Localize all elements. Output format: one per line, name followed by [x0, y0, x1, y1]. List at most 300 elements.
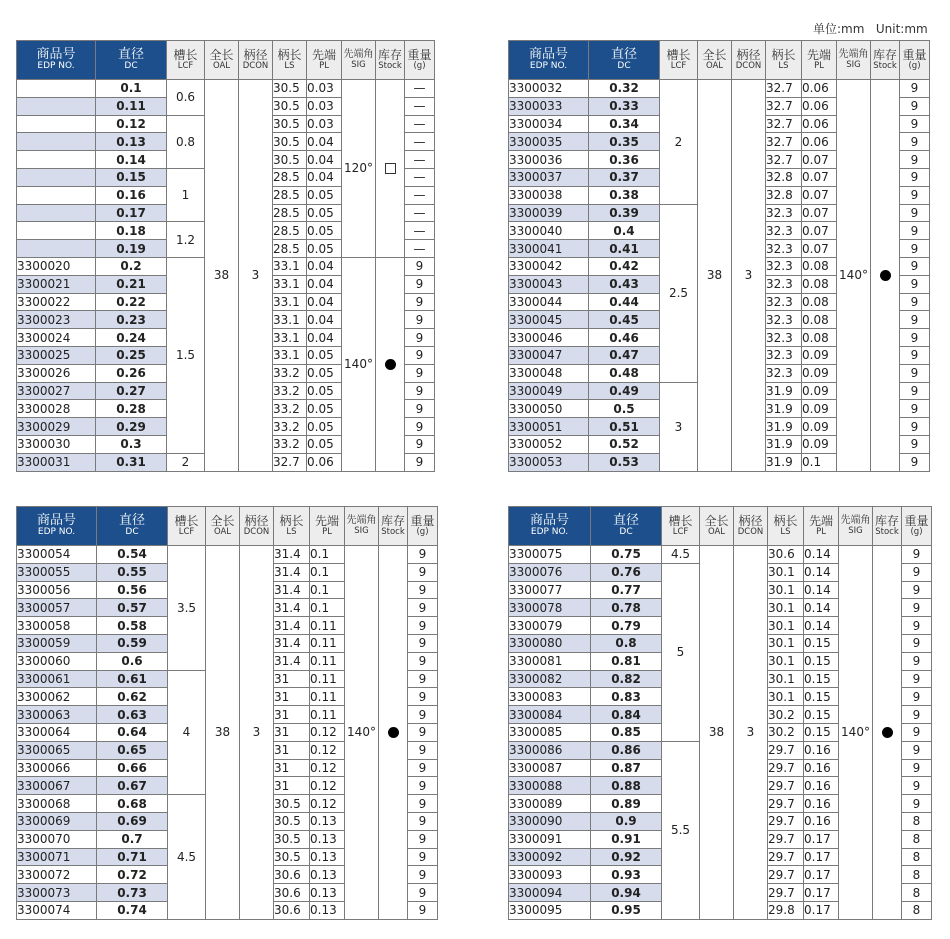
header-stock-label: 库存 [872, 48, 897, 63]
header-oal-code: OAL [212, 60, 231, 71]
header-weight-label: 重量 [902, 48, 927, 63]
pl-cell: 0.07 [802, 186, 837, 204]
header-dc [97, 507, 168, 546]
edp-cell: 3300033 [509, 97, 589, 115]
edp-cell: 3300066 [17, 759, 97, 777]
filled-circle-icon [388, 727, 399, 738]
ls-cell: 30.5 [273, 80, 307, 98]
lcf-cell: 2.5 [660, 204, 698, 382]
table-row [17, 546, 438, 564]
lcf-cell: 0.8 [167, 115, 205, 168]
sig-cell: 120° [342, 80, 376, 258]
weight-cell: 9 [902, 759, 932, 777]
header-pl [307, 41, 342, 80]
diameter-cell: 0.45 [589, 311, 660, 329]
diameter-cell: 0.61 [97, 670, 168, 688]
diameter-cell: 0.5 [589, 400, 660, 418]
spec-table [508, 506, 932, 920]
pl-cell: 0.16 [804, 812, 839, 830]
edp-cell [17, 151, 96, 169]
lcf-cell: 2 [660, 80, 698, 205]
header-sig [837, 41, 871, 80]
header-sig-code: SIG [846, 59, 861, 70]
oal-cell: 38 [698, 80, 732, 472]
edp-cell: 3300045 [509, 311, 589, 329]
diameter-cell: 0.69 [97, 812, 168, 830]
pl-cell: 0.11 [310, 706, 345, 724]
ls-cell: 32.7 [273, 453, 307, 471]
header-row [17, 507, 438, 546]
header-pl-label: 先端 [808, 514, 833, 529]
header-ls-label: 柄长 [277, 48, 302, 63]
weight-cell: 9 [900, 418, 930, 436]
weight-cell: 9 [408, 866, 438, 884]
header-weight-code: (g) [908, 60, 921, 71]
header-ls [768, 507, 804, 546]
diameter-cell: 0.82 [591, 670, 662, 688]
weight-cell: 8 [902, 884, 932, 902]
lcf-cell: 4 [168, 670, 206, 795]
ls-cell: 33.2 [273, 382, 307, 400]
lcf-cell: 3.5 [168, 546, 206, 671]
lcf-cell: 4.5 [168, 795, 206, 920]
edp-cell: 3300058 [17, 617, 97, 635]
edp-cell: 3300069 [17, 812, 97, 830]
sig-cell: 140° [342, 257, 376, 471]
weight-cell: 8 [902, 830, 932, 848]
pl-cell: 0.09 [802, 435, 837, 453]
edp-cell: 3300088 [509, 777, 591, 795]
spec-table [508, 40, 930, 472]
edp-cell: 3300087 [509, 759, 591, 777]
pl-cell: 0.06 [802, 133, 837, 151]
pl-cell: 0.06 [802, 97, 837, 115]
pl-cell: 0.03 [307, 115, 342, 133]
header-dcon-label: 柄径 [243, 48, 268, 63]
diameter-cell: 0.26 [96, 364, 167, 382]
ls-cell: 32.3 [766, 329, 802, 347]
pl-cell: 0.13 [310, 812, 345, 830]
edp-cell: 3300032 [509, 80, 589, 98]
diameter-cell: 0.1 [96, 80, 167, 98]
pl-cell: 0.05 [307, 400, 342, 418]
ls-cell: 30.1 [768, 670, 804, 688]
header-dcon [240, 507, 274, 546]
empty-square-icon [385, 163, 396, 174]
ls-cell: 33.1 [273, 257, 307, 275]
header-lcf-code: LCF [177, 60, 194, 71]
weight-cell: 9 [900, 364, 930, 382]
header-dc-code: DC [125, 527, 139, 538]
pl-cell: 0.09 [802, 364, 837, 382]
edp-cell: 3300068 [17, 795, 97, 813]
ls-cell: 28.5 [273, 222, 307, 240]
header-dcon-code: DCON [737, 526, 764, 537]
edp-cell: 3300060 [17, 652, 97, 670]
header-lcf-code: LCF [672, 526, 689, 537]
edp-cell: 3300030 [17, 435, 96, 453]
weight-cell: — [405, 151, 435, 169]
ls-cell: 30.5 [274, 812, 310, 830]
diameter-cell: 0.42 [589, 257, 660, 275]
edp-cell: 3300077 [509, 581, 591, 599]
diameter-cell: 0.37 [589, 168, 660, 186]
edp-cell: 3300043 [509, 275, 589, 293]
header-stock [873, 507, 902, 546]
pl-cell: 0.11 [310, 634, 345, 652]
pl-cell: 0.11 [310, 688, 345, 706]
edp-cell: 3300095 [509, 901, 591, 919]
weight-cell: 9 [408, 670, 438, 688]
pl-cell: 0.14 [804, 546, 839, 564]
weight-cell: 9 [902, 795, 932, 813]
ls-cell: 32.3 [766, 364, 802, 382]
ls-cell: 31.4 [274, 617, 310, 635]
header-dc-label: 直径 [612, 513, 639, 529]
ls-cell: 29.7 [768, 741, 804, 759]
ls-cell: 30.1 [768, 599, 804, 617]
dcon-cell: 3 [734, 546, 768, 920]
pl-cell: 0.04 [307, 257, 342, 275]
diameter-cell: 0.66 [97, 759, 168, 777]
diameter-cell: 0.59 [97, 634, 168, 652]
ls-cell: 32.3 [766, 222, 802, 240]
pl-cell: 0.04 [307, 275, 342, 293]
edp-cell: 3300036 [509, 151, 589, 169]
ls-cell: 32.7 [766, 133, 802, 151]
ls-cell: 32.8 [766, 186, 802, 204]
diameter-cell: 0.28 [96, 400, 167, 418]
oal-cell: 38 [700, 546, 734, 920]
diameter-cell: 0.48 [589, 364, 660, 382]
edp-cell: 3300086 [509, 741, 591, 759]
pl-cell: 0.17 [804, 830, 839, 848]
ls-cell: 32.3 [766, 346, 802, 364]
pl-cell: 0.16 [804, 777, 839, 795]
ls-cell: 28.5 [273, 186, 307, 204]
pl-cell: 0.06 [307, 453, 342, 471]
edp-cell: 3300052 [509, 435, 589, 453]
pl-cell: 0.1 [310, 563, 345, 581]
pl-cell: 0.09 [802, 382, 837, 400]
ls-cell: 31.4 [274, 652, 310, 670]
ls-cell: 30.1 [768, 634, 804, 652]
header-ls-label: 柄长 [771, 48, 796, 63]
header-edp [17, 41, 96, 80]
header-dc-label: 直径 [117, 47, 144, 63]
pl-cell: 0.04 [307, 293, 342, 311]
weight-cell: 9 [900, 329, 930, 347]
diameter-cell: 0.75 [591, 546, 662, 564]
diameter-cell: 0.22 [96, 293, 167, 311]
header-stock-label: 库存 [377, 48, 402, 63]
header-stock-code: Stock [378, 60, 402, 71]
filled-circle-icon [880, 270, 891, 281]
pl-cell: 0.03 [307, 80, 342, 98]
header-ls-code: LS [780, 526, 791, 537]
ls-cell: 29.7 [768, 777, 804, 795]
ls-cell: 33.2 [273, 400, 307, 418]
header-ls-code: LS [284, 60, 295, 71]
header-row [509, 507, 932, 546]
diameter-cell: 0.41 [589, 240, 660, 258]
edp-cell [17, 168, 96, 186]
header-pl-code: PL [816, 526, 826, 537]
header-dcon-label: 柄径 [738, 514, 763, 529]
diameter-cell: 0.29 [96, 418, 167, 436]
header-sig-label: 先端角 [838, 49, 869, 61]
ls-cell: 31.9 [766, 382, 802, 400]
ls-cell: 33.1 [273, 329, 307, 347]
weight-cell: — [405, 168, 435, 186]
header-oal [205, 41, 239, 80]
edp-cell: 3300049 [509, 382, 589, 400]
pl-cell: 0.12 [310, 741, 345, 759]
table-row [509, 546, 932, 564]
diameter-cell: 0.47 [589, 346, 660, 364]
edp-cell: 3300027 [17, 382, 96, 400]
edp-cell: 3300081 [509, 652, 591, 670]
ls-cell: 32.3 [766, 311, 802, 329]
ls-cell: 31 [274, 759, 310, 777]
weight-cell: 9 [405, 275, 435, 293]
header-ls-label: 柄长 [279, 514, 304, 529]
edp-cell: 3300054 [17, 546, 97, 564]
sig-cell: 140° [839, 546, 873, 920]
header-weight-label: 重量 [410, 514, 435, 529]
header-pl [804, 507, 839, 546]
diameter-cell: 0.72 [97, 866, 168, 884]
lcf-cell: 3 [660, 382, 698, 471]
edp-cell [17, 80, 96, 98]
pl-cell: 0.11 [310, 652, 345, 670]
ls-cell: 33.2 [273, 435, 307, 453]
edp-cell: 3300072 [17, 866, 97, 884]
diameter-cell: 0.33 [589, 97, 660, 115]
weight-cell: 9 [900, 80, 930, 98]
ls-cell: 32.7 [766, 97, 802, 115]
filled-circle-icon [385, 359, 396, 370]
weight-cell: 9 [900, 400, 930, 418]
edp-cell: 3300022 [17, 293, 96, 311]
sig-cell: 140° [345, 546, 379, 920]
edp-cell: 3300046 [509, 329, 589, 347]
diameter-cell: 0.93 [591, 866, 662, 884]
filled-circle-icon [882, 727, 893, 738]
diameter-cell: 0.19 [96, 240, 167, 258]
stock-cell [376, 80, 405, 258]
header-weight [902, 507, 932, 546]
diameter-cell: 0.49 [589, 382, 660, 400]
header-stock-code: Stock [873, 60, 897, 71]
pl-cell: 0.08 [802, 257, 837, 275]
diameter-cell: 0.52 [589, 435, 660, 453]
lcf-cell: 1 [167, 168, 205, 221]
header-stock [871, 41, 900, 80]
weight-cell: 9 [902, 670, 932, 688]
edp-cell: 3300044 [509, 293, 589, 311]
weight-cell: 9 [405, 382, 435, 400]
dcon-cell: 3 [240, 546, 274, 920]
ls-cell: 30.6 [274, 901, 310, 919]
pl-cell: 0.05 [307, 435, 342, 453]
diameter-cell: 0.84 [591, 706, 662, 724]
stock-cell [871, 80, 900, 472]
pl-cell: 0.14 [804, 563, 839, 581]
edp-cell: 3300020 [17, 257, 96, 275]
ls-cell: 30.6 [768, 546, 804, 564]
ls-cell: 32.3 [766, 257, 802, 275]
header-stock-label: 库存 [874, 514, 899, 529]
weight-cell: 9 [408, 634, 438, 652]
ls-cell: 30.6 [274, 884, 310, 902]
header-dcon-code: DCON [243, 526, 270, 537]
oal-cell: 38 [205, 80, 239, 472]
pl-cell: 0.04 [307, 133, 342, 151]
weight-cell: 9 [902, 599, 932, 617]
pl-cell: 0.13 [310, 830, 345, 848]
weight-cell: 9 [902, 777, 932, 795]
edp-cell: 3300083 [509, 688, 591, 706]
header-edp [509, 507, 591, 546]
diameter-cell: 0.11 [96, 97, 167, 115]
edp-cell: 3300075 [509, 546, 591, 564]
header-sig-code: SIG [354, 525, 369, 536]
diameter-cell: 0.56 [97, 581, 168, 599]
lcf-cell: 5.5 [662, 741, 700, 919]
edp-cell: 3300047 [509, 346, 589, 364]
ls-cell: 28.5 [273, 204, 307, 222]
weight-cell: 9 [900, 204, 930, 222]
diameter-cell: 0.6 [97, 652, 168, 670]
header-edp [509, 41, 589, 80]
ls-cell: 32.7 [766, 151, 802, 169]
edp-cell [17, 186, 96, 204]
edp-cell: 3300059 [17, 634, 97, 652]
ls-cell: 31.4 [274, 563, 310, 581]
pl-cell: 0.17 [804, 884, 839, 902]
weight-cell: 9 [902, 652, 932, 670]
ls-cell: 31 [274, 741, 310, 759]
edp-cell: 3300078 [509, 599, 591, 617]
weight-cell: 8 [902, 901, 932, 919]
weight-cell: 9 [900, 133, 930, 151]
edp-cell: 3300026 [17, 364, 96, 382]
pl-cell: 0.04 [307, 151, 342, 169]
diameter-cell: 0.31 [96, 453, 167, 471]
pl-cell: 0.12 [310, 777, 345, 795]
edp-cell: 3300041 [509, 240, 589, 258]
pl-cell: 0.17 [804, 901, 839, 919]
ls-cell: 30.1 [768, 563, 804, 581]
diameter-cell: 0.16 [96, 186, 167, 204]
diameter-cell: 0.13 [96, 133, 167, 151]
header-weight-label: 重量 [904, 514, 929, 529]
ls-cell: 32.3 [766, 275, 802, 293]
pl-cell: 0.15 [804, 706, 839, 724]
header-dc-code: DC [619, 527, 633, 538]
diameter-cell: 0.12 [96, 115, 167, 133]
weight-cell: 9 [408, 723, 438, 741]
diameter-cell: 0.38 [589, 186, 660, 204]
diameter-cell: 0.8 [591, 634, 662, 652]
header-ls-code: LS [778, 60, 789, 71]
header-ls [273, 41, 307, 80]
ls-cell: 32.3 [766, 204, 802, 222]
weight-cell: 9 [405, 329, 435, 347]
ls-cell: 31.4 [274, 546, 310, 564]
header-weight [405, 41, 435, 80]
weight-cell: 9 [408, 812, 438, 830]
weight-cell: 8 [902, 812, 932, 830]
ls-cell: 29.7 [768, 759, 804, 777]
edp-cell [17, 115, 96, 133]
weight-cell: 9 [408, 759, 438, 777]
ls-cell: 28.5 [273, 240, 307, 258]
units-label: 单位:mm Unit:mm [813, 22, 928, 36]
header-oal-code: OAL [213, 526, 232, 537]
ls-cell: 30.5 [273, 115, 307, 133]
ls-cell: 30.1 [768, 581, 804, 599]
header-pl-label: 先端 [314, 514, 339, 529]
header-pl-code: PL [319, 60, 329, 71]
weight-cell: — [405, 240, 435, 258]
pl-cell: 0.17 [804, 848, 839, 866]
edp-cell: 3300050 [509, 400, 589, 418]
ls-cell: 29.7 [768, 812, 804, 830]
header-lcf [167, 41, 205, 80]
weight-cell: 9 [900, 293, 930, 311]
weight-cell: 9 [900, 115, 930, 133]
lcf-cell: 4.5 [662, 546, 700, 564]
pl-cell: 0.1 [310, 581, 345, 599]
header-oal [700, 507, 734, 546]
pl-cell: 0.15 [804, 652, 839, 670]
diameter-cell: 0.55 [97, 563, 168, 581]
diameter-cell: 0.2 [96, 257, 167, 275]
weight-cell: 9 [900, 346, 930, 364]
diameter-cell: 0.27 [96, 382, 167, 400]
weight-cell: 9 [405, 257, 435, 275]
header-sig-label: 先端角 [346, 515, 377, 527]
pl-cell: 0.13 [310, 901, 345, 919]
diameter-cell: 0.86 [591, 741, 662, 759]
edp-cell: 3300064 [17, 723, 97, 741]
header-sig [345, 507, 379, 546]
pl-cell: 0.05 [307, 186, 342, 204]
header-stock-label: 库存 [380, 514, 405, 529]
diameter-cell: 0.89 [591, 795, 662, 813]
weight-cell: 9 [405, 311, 435, 329]
edp-cell [17, 97, 96, 115]
edp-cell: 3300031 [17, 453, 96, 471]
weight-cell: 9 [900, 311, 930, 329]
pl-cell: 0.13 [310, 866, 345, 884]
pl-cell: 0.04 [307, 329, 342, 347]
ls-cell: 30.2 [768, 723, 804, 741]
header-dc [96, 41, 167, 80]
ls-cell: 29.7 [768, 795, 804, 813]
pl-cell: 0.14 [804, 599, 839, 617]
pl-cell: 0.12 [310, 759, 345, 777]
diameter-cell: 0.81 [591, 652, 662, 670]
weight-cell: 9 [902, 741, 932, 759]
weight-cell: 9 [902, 617, 932, 635]
weight-cell: 9 [405, 453, 435, 471]
diameter-cell: 0.83 [591, 688, 662, 706]
header-edp-code: EDP NO. [37, 61, 75, 72]
diameter-cell: 0.76 [591, 563, 662, 581]
